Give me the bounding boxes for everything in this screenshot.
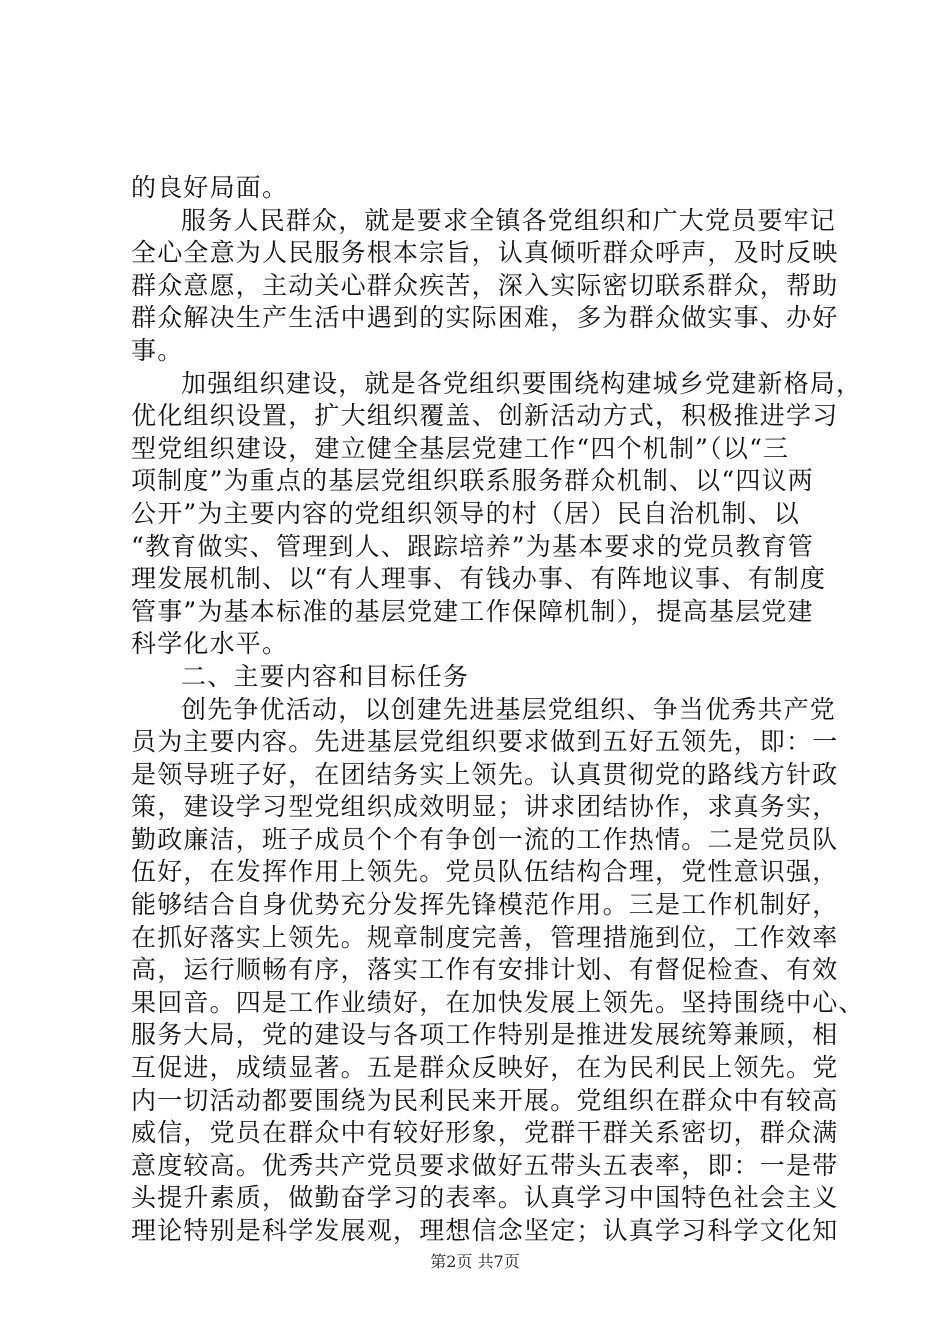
text-line: 服务人民群众，就是要求全镇各党组织和广大党员要牢记 xyxy=(181,205,837,235)
text-line: 加强组织建设，就是各党组织要围绕构建城乡党建新格局， xyxy=(181,368,863,398)
text-line: “教育做实、管理到人、跟踪培养”为基本要求的党员教育管 xyxy=(131,531,814,561)
text-line: 高，运行顺畅有序，落实工作有安排计划、有督促检查、有效 xyxy=(131,955,839,985)
text-line: 理发展机制、以“有人理事、有钱办事、有阵地议事、有制度 xyxy=(131,564,827,594)
text-line: 群众解决生产生活中遇到的实际困难，多为群众做实事、办好 xyxy=(131,303,839,333)
text-line: 创先争优活动，以创建先进基层党组织、争当优秀共产党 xyxy=(181,694,837,724)
text-line: 群众意愿，主动关心群众疾苦，深入实际密切联系群众，帮助 xyxy=(131,270,839,300)
document-body xyxy=(131,172,865,1248)
text-line: 内一切活动都要围绕为民利民来开展。党组织在群众中有较高 xyxy=(131,1085,839,1115)
text-line: 头提升素质，做勤奋学习的表率。认真学习中国特色社会主义 xyxy=(131,1183,839,1213)
text-line: 理论特别是科学发展观，理想信念坚定；认真学习科学文化知 xyxy=(131,1216,839,1245)
text-line: 员为主要内容。先进基层党组织要求做到五好五领先，即：一 xyxy=(131,727,839,757)
text-line: 是领导班子好，在团结务实上领先。认真贯彻党的路线方针政 xyxy=(131,759,839,789)
text-line: 威信，党员在群众中有较好形象，党群干群关系密切，群众满 xyxy=(131,1118,839,1148)
text-line: 的良好局面。 xyxy=(131,173,289,202)
text-line: 优化组织设置，扩大组织覆盖、创新活动方式，积极推进学习 xyxy=(131,401,839,431)
text-line: 在抓好落实上领先。规章制度完善，管理措施到位，工作效率 xyxy=(131,922,839,952)
text-line: 全心全意为人民服务根本宗旨，认真倾听群众呼声，及时反映 xyxy=(131,238,839,268)
text-line: 意度较高。优秀共产党员要求做好五带头五表率，即：一是带 xyxy=(131,1150,839,1180)
text-line: 勤政廉洁，班子成员个个有争创一流的工作热情。二是党员队 xyxy=(131,824,839,854)
text-line: 互促进，成绩显著。五是群众反映好，在为民利民上领先。党 xyxy=(131,1053,839,1083)
text-line: 果回音。四是工作业绩好，在加快发展上领先。坚持围绕中心、 xyxy=(131,987,865,1017)
text-line: 事。 xyxy=(131,335,184,365)
text-line: 公开”为主要内容的党组织领导的村（居）民自治机制、以 xyxy=(131,498,800,528)
text-line: 型党组织建设，建立健全基层党建工作“四个机制”（以“三 xyxy=(131,433,790,463)
text-line: 管事”为基本标准的基层党建工作保障机制），提高基层党建 xyxy=(131,596,814,626)
text-line: 策，建设学习型党组织成效明显；讲求团结协作，求真务实， xyxy=(131,792,839,822)
text-line: 项制度”为重点的基层党组织联系服务群众机制、以“四议两 xyxy=(131,466,814,496)
text-line: 服务大局，党的建设与各项工作特别是推进发展统筹兼顾，相 xyxy=(131,1020,839,1050)
text-line: 科学化水平。 xyxy=(131,629,289,659)
text-line: 二、主要内容和目标任务 xyxy=(181,661,470,691)
text-line: 能够结合自身优势充分发挥先锋模范作用。三是工作机制好， xyxy=(131,890,839,920)
text-line: 伍好，在发挥作用上领先。党员队伍结构合理，党性意识强， xyxy=(131,857,839,887)
page-number-footer: 第2页 共7页 xyxy=(430,1252,520,1271)
